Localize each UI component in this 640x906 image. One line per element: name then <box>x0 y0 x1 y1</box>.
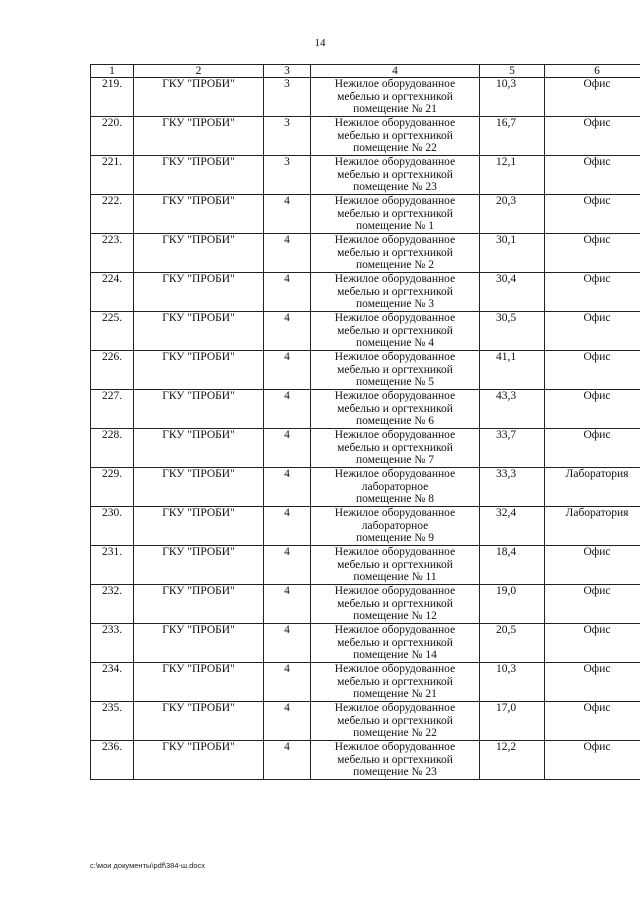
organization-cell: ГКУ "ПРОБИ" <box>134 273 264 312</box>
description-line: Нежилое оборудованное <box>334 624 456 636</box>
description-line: Нежилое оборудованное <box>334 390 456 402</box>
row-number-cell: 221. <box>91 156 134 195</box>
description-line: помещение № 12 <box>353 610 437 622</box>
row-number-cell: 231. <box>91 546 134 585</box>
property-table <box>90 64 640 780</box>
table-row <box>91 468 640 507</box>
description-cell <box>311 273 480 312</box>
description-line: мебелью и оргтехникой <box>337 207 453 220</box>
area-cell: 20,3 <box>480 195 545 234</box>
row-number-cell: 227. <box>91 390 134 429</box>
floor-cell: 4 <box>264 741 311 780</box>
description-line: помещение № 22 <box>353 142 437 154</box>
area-cell: 30,4 <box>480 273 545 312</box>
description-line: Нежилое оборудованное <box>334 702 456 714</box>
organization-cell: ГКУ "ПРОБИ" <box>134 468 264 507</box>
row-number-cell: 228. <box>91 429 134 468</box>
table-row <box>91 78 640 117</box>
description-line: мебелью и оргтехникой <box>337 402 453 415</box>
purpose-cell: Офис <box>545 429 640 468</box>
description-line: помещение № 23 <box>353 766 437 778</box>
description-cell <box>311 702 480 741</box>
purpose-cell: Офис <box>545 78 640 117</box>
floor-cell: 4 <box>264 390 311 429</box>
organization-cell: ГКУ "ПРОБИ" <box>134 429 264 468</box>
description-cell <box>311 429 480 468</box>
header-cell: 5 <box>480 65 545 78</box>
description-cell <box>311 234 480 273</box>
description-cell <box>311 585 480 624</box>
description-line: Нежилое оборудованное <box>334 78 456 90</box>
description-line: помещение № 1 <box>356 220 434 232</box>
floor-cell: 4 <box>264 351 311 390</box>
organization-cell: ГКУ "ПРОБИ" <box>134 156 264 195</box>
floor-cell: 3 <box>264 78 311 117</box>
description-line: мебелью и оргтехникой <box>337 675 453 688</box>
area-cell: 32,4 <box>480 507 545 546</box>
description-line: Нежилое оборудованное <box>334 273 456 285</box>
area-cell: 30,5 <box>480 312 545 351</box>
purpose-cell: Офис <box>545 702 640 741</box>
description-line: мебелью и оргтехникой <box>337 285 453 298</box>
purpose-cell: Офис <box>545 663 640 702</box>
table-row <box>91 390 640 429</box>
row-number-cell: 220. <box>91 117 134 156</box>
description-line: помещение № 9 <box>356 532 434 544</box>
header-cell: 4 <box>311 65 480 78</box>
description-line: мебелью и оргтехникой <box>337 597 453 610</box>
purpose-cell: Офис <box>545 741 640 780</box>
description-cell <box>311 390 480 429</box>
table-row <box>91 351 640 390</box>
table-row <box>91 117 640 156</box>
description-line: лабораторное <box>361 519 429 532</box>
description-line: помещение № 21 <box>353 103 437 115</box>
purpose-cell: Лаборатория <box>545 507 640 546</box>
floor-cell: 4 <box>264 507 311 546</box>
table-row <box>91 156 640 195</box>
description-line: помещение № 23 <box>353 181 437 193</box>
description-line: Нежилое оборудованное <box>334 741 456 753</box>
description-line: помещение № 14 <box>353 649 437 661</box>
description-line: помещение № 2 <box>356 259 434 271</box>
area-cell: 12,1 <box>480 156 545 195</box>
row-number-cell: 224. <box>91 273 134 312</box>
area-cell: 33,3 <box>480 468 545 507</box>
description-line: мебелью и оргтехникой <box>337 168 453 181</box>
floor-cell: 4 <box>264 273 311 312</box>
area-cell: 41,1 <box>480 351 545 390</box>
area-cell: 18,4 <box>480 546 545 585</box>
area-cell: 10,3 <box>480 78 545 117</box>
header-cell: 1 <box>91 65 134 78</box>
row-number-cell: 219. <box>91 78 134 117</box>
description-line: мебелью и оргтехникой <box>337 129 453 142</box>
area-cell: 43,3 <box>480 390 545 429</box>
row-number-cell: 232. <box>91 585 134 624</box>
organization-cell: ГКУ "ПРОБИ" <box>134 741 264 780</box>
floor-cell: 4 <box>264 312 311 351</box>
table-row <box>91 312 640 351</box>
purpose-cell: Офис <box>545 195 640 234</box>
description-line: лабораторное <box>361 480 429 493</box>
floor-cell: 4 <box>264 624 311 663</box>
row-number-cell: 229. <box>91 468 134 507</box>
row-number-cell: 230. <box>91 507 134 546</box>
purpose-cell: Офис <box>545 585 640 624</box>
description-line: помещение № 4 <box>356 337 434 349</box>
table-row <box>91 234 640 273</box>
purpose-cell: Офис <box>545 624 640 663</box>
purpose-cell: Офис <box>545 546 640 585</box>
floor-cell: 4 <box>264 195 311 234</box>
table-header-row <box>91 65 640 78</box>
description-line: помещение № 6 <box>356 415 434 427</box>
organization-cell: ГКУ "ПРОБИ" <box>134 546 264 585</box>
floor-cell: 4 <box>264 234 311 273</box>
description-line: Нежилое оборудованное <box>334 156 456 168</box>
description-line: Нежилое оборудованное <box>334 585 456 597</box>
description-cell <box>311 312 480 351</box>
table-row <box>91 585 640 624</box>
description-line: мебелью и оргтехникой <box>337 363 453 376</box>
description-cell <box>311 195 480 234</box>
description-line: мебелью и оргтехникой <box>337 441 453 454</box>
area-cell: 30,1 <box>480 234 545 273</box>
organization-cell: ГКУ "ПРОБИ" <box>134 195 264 234</box>
header-cell: 6 <box>545 65 640 78</box>
purpose-cell: Офис <box>545 312 640 351</box>
row-number-cell: 235. <box>91 702 134 741</box>
organization-cell: ГКУ "ПРОБИ" <box>134 234 264 273</box>
table-row <box>91 507 640 546</box>
purpose-cell: Офис <box>545 390 640 429</box>
description-line: Нежилое оборудованное <box>334 195 456 207</box>
page-number: 14 <box>314 37 326 49</box>
floor-cell: 4 <box>264 702 311 741</box>
purpose-cell: Офис <box>545 273 640 312</box>
description-cell <box>311 78 480 117</box>
area-cell: 33,7 <box>480 429 545 468</box>
floor-cell: 4 <box>264 585 311 624</box>
organization-cell: ГКУ "ПРОБИ" <box>134 702 264 741</box>
description-line: Нежилое оборудованное <box>334 234 456 246</box>
row-number-cell: 226. <box>91 351 134 390</box>
organization-cell: ГКУ "ПРОБИ" <box>134 507 264 546</box>
description-cell <box>311 624 480 663</box>
description-line: мебелью и оргтехникой <box>337 558 453 571</box>
organization-cell: ГКУ "ПРОБИ" <box>134 624 264 663</box>
floor-cell: 4 <box>264 468 311 507</box>
row-number-cell: 222. <box>91 195 134 234</box>
floor-cell: 3 <box>264 117 311 156</box>
floor-cell: 3 <box>264 156 311 195</box>
table-row <box>91 702 640 741</box>
floor-cell: 4 <box>264 429 311 468</box>
organization-cell: ГКУ "ПРОБИ" <box>134 663 264 702</box>
row-number-cell: 233. <box>91 624 134 663</box>
description-cell <box>311 507 480 546</box>
description-cell <box>311 546 480 585</box>
description-line: мебелью и оргтехникой <box>337 90 453 103</box>
area-cell: 19,0 <box>480 585 545 624</box>
organization-cell: ГКУ "ПРОБИ" <box>134 390 264 429</box>
description-cell <box>311 741 480 780</box>
header-cell: 3 <box>264 65 311 78</box>
description-cell <box>311 468 480 507</box>
organization-cell: ГКУ "ПРОБИ" <box>134 312 264 351</box>
purpose-cell: Офис <box>545 351 640 390</box>
organization-cell: ГКУ "ПРОБИ" <box>134 117 264 156</box>
area-cell: 12,2 <box>480 741 545 780</box>
table-row <box>91 273 640 312</box>
table-row <box>91 624 640 663</box>
description-cell <box>311 663 480 702</box>
row-number-cell: 234. <box>91 663 134 702</box>
description-line: мебелью и оргтехникой <box>337 324 453 337</box>
description-line: Нежилое оборудованное <box>334 663 456 675</box>
floor-cell: 4 <box>264 663 311 702</box>
description-line: Нежилое оборудованное <box>334 546 456 558</box>
table-row <box>91 195 640 234</box>
description-line: Нежилое оборудованное <box>334 468 456 480</box>
description-line: мебелью и оргтехникой <box>337 714 453 727</box>
description-line: мебелью и оргтехникой <box>337 636 453 649</box>
row-number-cell: 225. <box>91 312 134 351</box>
description-line: помещение № 21 <box>353 688 437 700</box>
table-row <box>91 546 640 585</box>
description-line: помещение № 5 <box>356 376 434 388</box>
footer-file-path: c:\мои документы\pdf\384-ш.docx <box>90 861 205 870</box>
description-line: помещение № 8 <box>356 493 434 505</box>
purpose-cell: Офис <box>545 156 640 195</box>
row-number-cell: 223. <box>91 234 134 273</box>
area-cell: 17,0 <box>480 702 545 741</box>
organization-cell: ГКУ "ПРОБИ" <box>134 78 264 117</box>
area-cell: 20,5 <box>480 624 545 663</box>
purpose-cell: Офис <box>545 234 640 273</box>
header-cell: 2 <box>134 65 264 78</box>
description-line: Нежилое оборудованное <box>334 429 456 441</box>
area-cell: 10,3 <box>480 663 545 702</box>
organization-cell: ГКУ "ПРОБИ" <box>134 351 264 390</box>
description-cell <box>311 156 480 195</box>
description-cell <box>311 351 480 390</box>
description-line: помещение № 11 <box>353 571 437 583</box>
description-line: Нежилое оборудованное <box>334 312 456 324</box>
table-row <box>91 429 640 468</box>
description-line: мебелью и оргтехникой <box>337 246 453 259</box>
description-cell <box>311 117 480 156</box>
table-row <box>91 663 640 702</box>
area-cell: 16,7 <box>480 117 545 156</box>
purpose-cell: Лаборатория <box>545 468 640 507</box>
description-line: помещение № 7 <box>356 454 434 466</box>
description-line: Нежилое оборудованное <box>334 351 456 363</box>
description-line: Нежилое оборудованное <box>334 117 456 129</box>
description-line: мебелью и оргтехникой <box>337 753 453 766</box>
table-row <box>91 741 640 780</box>
row-number-cell: 236. <box>91 741 134 780</box>
description-line: помещение № 22 <box>353 727 437 739</box>
organization-cell: ГКУ "ПРОБИ" <box>134 585 264 624</box>
floor-cell: 4 <box>264 546 311 585</box>
purpose-cell: Офис <box>545 117 640 156</box>
description-line: помещение № 3 <box>356 298 434 310</box>
description-line: Нежилое оборудованное <box>334 507 456 519</box>
